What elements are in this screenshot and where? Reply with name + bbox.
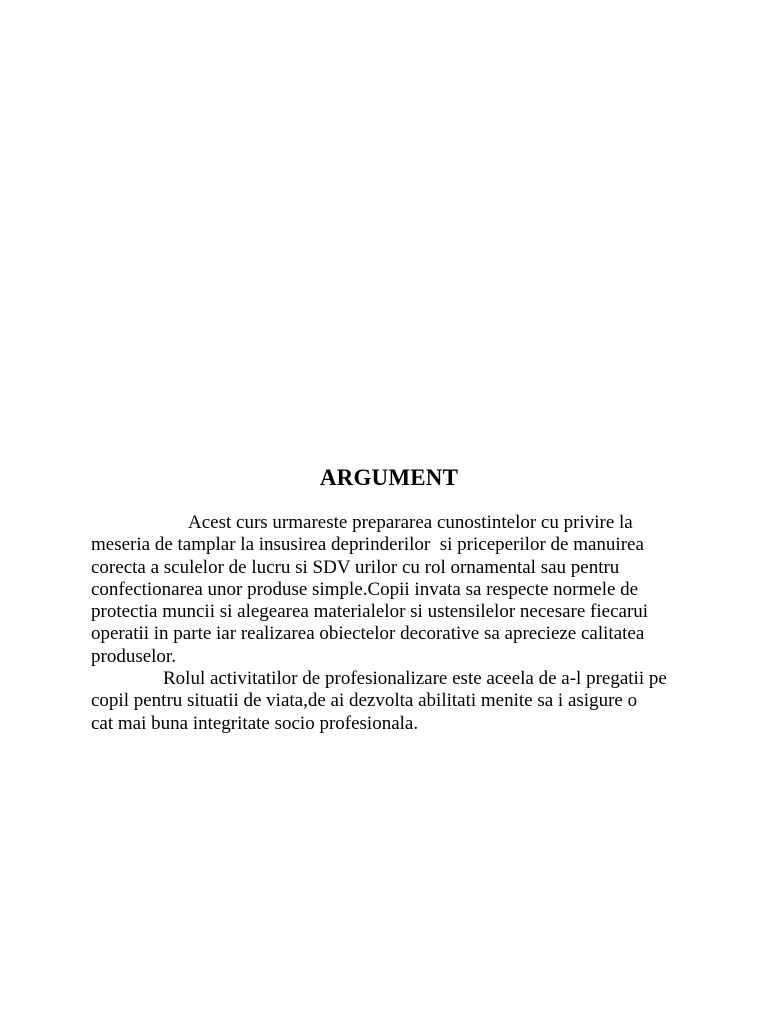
text-line: confectionarea unor produse simple.Copii invata sa respecte normele de <box>91 578 639 600</box>
text-line: corecta a sculelor de lucru si SDV urilor cu rol ornamental sau pentru <box>91 556 620 578</box>
text-line: cat mai buna integritate socio profesionala. <box>91 712 419 734</box>
text-line: operatii in parte iar realizarea obiectelor decorative sa aprecieze calitatea <box>91 623 645 645</box>
argument-body <box>91 512 721 735</box>
text-line: Acest curs urmareste prepararea cunostintelor cu privire la <box>188 512 633 533</box>
document-title: ARGUMENT <box>319 465 459 490</box>
text-line: Rolul activitatilor de profesionalizare este aceela de a-l pregatii pe <box>163 668 667 690</box>
text-line: produselor. <box>91 645 176 667</box>
text-line: copil pentru situatii de viata,de ai dezvolta abilitati menite sa i asigure o <box>91 690 638 712</box>
text-line: meseria de tamplar la insusirea deprinderilor si priceperilor de manuirea <box>91 534 644 556</box>
paragraph-1 <box>91 512 721 668</box>
text-line: protectia muncii si alegearea materialelor si ustensilelor necesare fiecarui <box>91 601 649 623</box>
paragraph-2 <box>91 668 721 735</box>
